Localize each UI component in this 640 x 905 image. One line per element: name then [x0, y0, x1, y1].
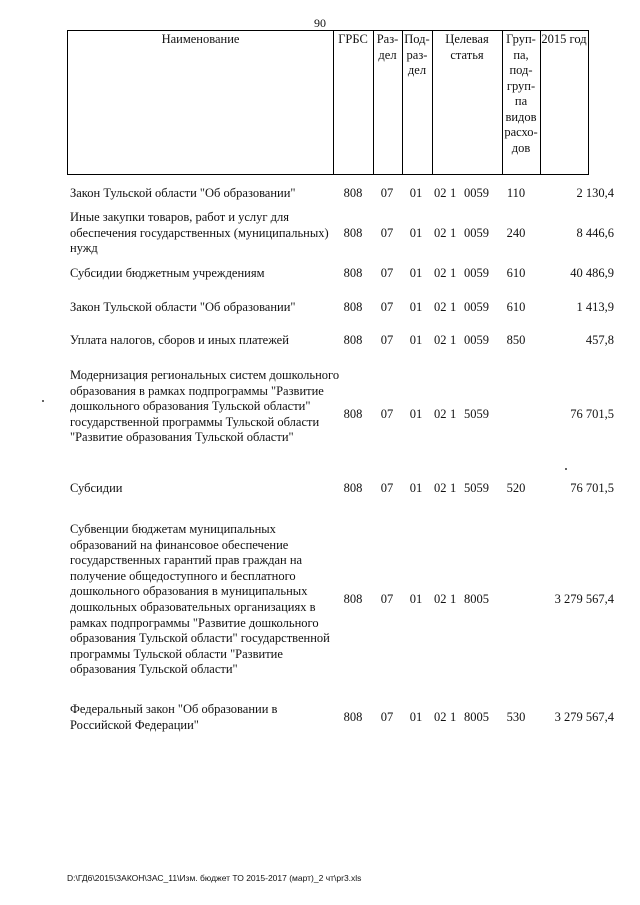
row-grbs: 808: [343, 333, 363, 347]
page-number: 90: [314, 16, 326, 30]
row-razdel: 07: [380, 266, 394, 280]
row-name: Иные закупки товаров, работ и услуг для обеспечения государственных (муниципальных) нужд: [70, 210, 329, 256]
row-razdel: 07: [380, 333, 394, 347]
header-tselevaya: Целевая статья: [445, 32, 489, 62]
row-razdel: 07: [380, 225, 394, 240]
row-tselevaya: 02 1 0059: [434, 225, 489, 240]
row-razdel: 07: [380, 300, 394, 314]
row-grbs: 808: [343, 266, 363, 280]
row-podrazdel: 01: [409, 300, 423, 314]
row-name: Модернизация региональных систем дошкольного образования в рамках подпрограммы "Развитие дошкольного образования Тульской области" государственной программы Тульской области "Развитие образования Тульской области": [70, 368, 340, 445]
row-podrazdel: 01: [409, 592, 423, 607]
row-tselevaya: 02 1 8005: [434, 592, 489, 607]
row-amount: 8 446,6: [576, 225, 614, 240]
row-name: Субвенции бюджетам муниципальных образований на финансовое обеспечение государственных гарантий прав граждан на получение общедоступного и бесплатного дошкольного образования в муниципальных дошкольных образовательных организациях в рамках подпрограммы "Развитие дошкольного образования Тульской области" государственной программы Тульской области "Развитие образования Тульской области": [70, 522, 330, 677]
row-grbs: 808: [343, 186, 363, 200]
row-amount: 40 486,9: [570, 266, 614, 280]
row-razdel: 07: [380, 481, 394, 495]
row-name: Уплата налогов, сборов и иных платежей: [70, 333, 289, 347]
row-podrazdel: 01: [409, 186, 423, 200]
row-tselevaya: 02 1 0059: [434, 266, 489, 280]
row-razdel: 07: [380, 407, 394, 421]
row-tselevaya: 02 1 5059: [434, 407, 489, 421]
scan-speck: [42, 400, 44, 402]
row-name: Субсидии: [70, 481, 123, 495]
row-tselevaya: 02 1 5059: [434, 481, 489, 495]
row-tselevaya: 02 1 0059: [434, 186, 489, 200]
row-gruppa: 240: [506, 225, 526, 240]
row-podrazdel: 01: [409, 709, 423, 724]
row-amount: 1 413,9: [576, 300, 614, 314]
header-name: Наименование: [161, 32, 240, 46]
row-gruppa: 610: [506, 266, 526, 280]
row-gruppa: 520: [506, 481, 526, 495]
row-amount: 3 279 567,4: [554, 709, 614, 724]
row-name: Закон Тульской области "Об образовании": [70, 186, 296, 200]
row-razdel: 07: [380, 709, 394, 724]
row-gruppa: 530: [506, 709, 526, 724]
row-podrazdel: 01: [409, 266, 423, 280]
file-path-footer: D:\ГД6\2015\ЗАКОН\ЗАС_11\Изм. бюджет ТО 2015-2017 (март)_2 чт\pr3.xls: [67, 873, 362, 883]
header-year: 2015 год: [541, 32, 587, 46]
row-gruppa: 110: [506, 186, 526, 200]
row-grbs: 808: [343, 407, 363, 421]
row-podrazdel: 01: [409, 333, 423, 347]
header-podrazdel: Под- раз- дел: [404, 32, 430, 77]
row-amount: 457,8: [585, 333, 614, 347]
row-amount: 76 701,5: [570, 407, 614, 421]
table-header: [67, 30, 589, 175]
row-name: Закон Тульской области "Об образовании": [70, 300, 296, 314]
row-grbs: 808: [343, 481, 363, 495]
row-grbs: 808: [343, 592, 363, 607]
scan-speck: [565, 468, 567, 470]
header-grbs: ГРБС: [338, 32, 368, 46]
row-razdel: 07: [380, 592, 394, 607]
header-gruppa: Груп- па, под- груп- па видов расхо- дов: [504, 32, 538, 155]
row-tselevaya: 02 1 8005: [434, 709, 489, 724]
row-amount: 2 130,4: [576, 186, 614, 200]
row-name: Субсидии бюджетным учреждениям: [70, 266, 265, 280]
header-razdel: Раз- дел: [376, 32, 399, 62]
row-podrazdel: 01: [409, 225, 423, 240]
row-amount: 3 279 567,4: [554, 592, 614, 607]
row-name: Федеральный закон "Об образовании в Российской Федерации": [70, 702, 278, 732]
row-gruppa: 850: [506, 333, 526, 347]
row-razdel: 07: [380, 186, 394, 200]
row-tselevaya: 02 1 0059: [434, 300, 489, 314]
row-grbs: 808: [343, 225, 363, 240]
row-podrazdel: 01: [409, 481, 423, 495]
row-tselevaya: 02 1 0059: [434, 333, 489, 347]
row-gruppa: 610: [506, 300, 526, 314]
row-amount: 76 701,5: [570, 481, 614, 495]
row-grbs: 808: [343, 709, 363, 724]
row-grbs: 808: [343, 300, 363, 314]
row-podrazdel: 01: [409, 407, 423, 421]
